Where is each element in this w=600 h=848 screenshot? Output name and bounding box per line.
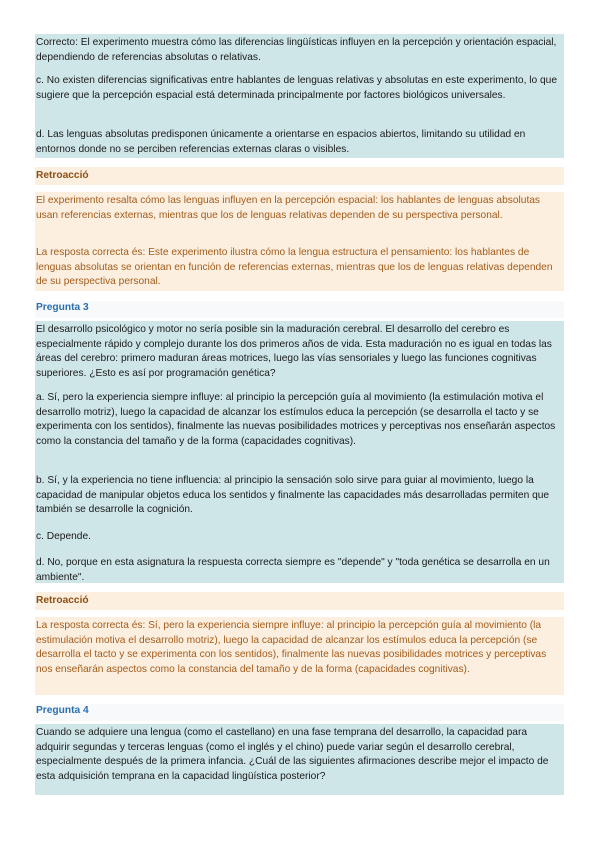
- option-c: c. No existen diferencias significativas entre hablantes de lenguas relativas y absolutas en este experimento, lo que sugiere que la percepción espacial está determinada principalmente por factores biológicos universales.: [36, 75, 557, 101]
- question-4-text: Cuando se adquiere una lengua (como el castellano) en una fase temprana del desarrollo, la capacidad para adquirir segundas y terceras lenguas (como el inglés y el chino) puede variar según el desarrollo cerebral, especialmente después de la primera infancia. ¿Cuál de las siguientes afirmaciones describe mejor el impacto de esta adquisición temprana en la capacidad lingüística posterior?: [36, 727, 549, 782]
- question-3-text: El desarrollo psicológico y motor no sería posible sin la maduración cerebral. El desarrollo del cerebro es especialmente rápido y complejo durante los dos primeros años de vida. Esta maduración no es igual en todas las áreas del cerebro: primero maduran áreas motrices, luego las vías sensoriales y luego las funciones cognitivas superiores. ¿Esto es así por programación genética?: [36, 324, 552, 379]
- feedback-1-text: El experimento resalta cómo las lenguas influyen en la percepción espacial: los hablantes de lenguas absolutas usan referencias externas, mientras que los de lenguas relativas dependen de su perspectiva personal.: [36, 195, 541, 221]
- feedback-1-title: Retroacció: [36, 170, 89, 181]
- question-3-option-d: d. No, porque en esta asignatura la respuesta correcta siempre es "depende" y "toda genética se desarrolla en un ambiente".: [36, 557, 550, 583]
- option-b-feedback: Correcto: El experimento muestra cómo las diferencias lingüísticas influyen en la percepción y orientación espacial, dependiendo de referencias absolutas o relativas.: [36, 37, 557, 63]
- feedback-1-correct-answer: La resposta correcta és: Este experimento ilustra cómo la lengua estructura el pensamiento: los hablantes de lenguas absolutas se orientan en función de referencias externas, mientras que los de lenguas relativas dependen de su perspectiva personal.: [36, 247, 553, 288]
- option-d: d. Las lenguas absolutas predisponen únicamente a orientarse en espacios abiertos, limitando su utilidad en entornos donde no se perciben referencias externas claras o visibles.: [36, 129, 526, 155]
- question-3-option-c: c. Depende.: [36, 531, 91, 542]
- feedback-2-title: Retroacció: [36, 595, 89, 606]
- feedback-2-text: La resposta correcta és: Sí, pero la experiencia siempre influye: al principio la percepción guía al movimiento (la estimulación motiva el desarrollo motriz), luego la capacidad de alcanzar los estímulos educa la percepción (se desarrolla el tacto y se experimenta con los sentidos), finalmente las nuevas posibilidades motrices y perceptivas nos enseñarán aspectos como la constancia del tamaño y de la forma (capacidades cognitivas).: [36, 620, 547, 675]
- question-3-option-b: b. Sí, y la experiencia no tiene influencia: al principio la sensación solo sirve para guiar al movimiento, luego la capacidad de manipular objetos educa los sentidos y finalmente las capacidades más desarrolladas permiten que también se desarrolle la cognición.: [36, 475, 550, 516]
- question-4-title: Pregunta 4: [35, 704, 564, 721]
- question-3-title: Pregunta 3: [35, 301, 564, 318]
- question-3-option-a: a. Sí, pero la experiencia siempre influye: al principio la percepción guía al movimiento (la estimulación motiva el desarrollo motriz), luego la capacidad de alcanzar los estímulos educa la percepción (se desarrolla el tacto y se experimenta con los sentidos), finalmente las nuevas posibilidades motrices y perceptivas nos enseñarán aspectos como la constancia del tamaño y de la forma (capacidades cognitivas).: [36, 392, 556, 447]
